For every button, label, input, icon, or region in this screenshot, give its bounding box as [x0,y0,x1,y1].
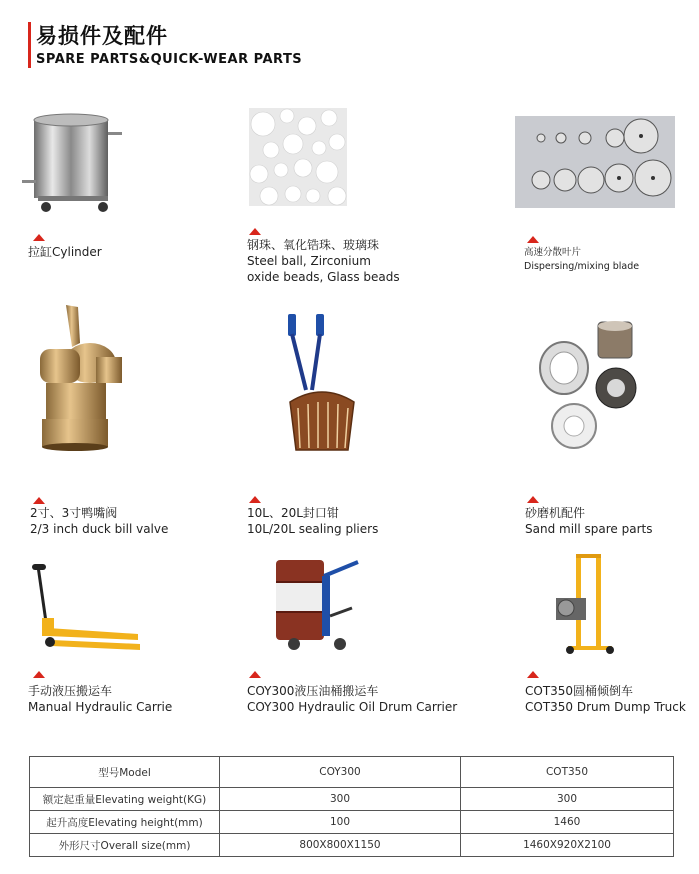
marker-triangle [527,236,539,243]
item-caption-drum-carrier: COY300液压油桶搬运车 COY300 Hydraulic Oil Drum Carrier [247,684,458,714]
table-header-cell: COT350 [461,757,674,788]
table-header-cell: COY300 [220,757,461,788]
item-caption-pallet-truck: 手动液压搬运车 Manual Hydraulic Carrie [28,684,173,714]
item-caption-sand-mill: 砂磨机配件 Sand mill spare parts [525,506,653,536]
item-caption-pliers: 10L、20L封口钳 10L/20L sealing pliers [247,506,379,536]
marker-triangle [33,497,45,504]
table-cell: 100 [220,811,461,834]
beads-image [249,108,347,206]
item-caption-cylinder: 拉缸Cylinder [28,245,102,259]
pallet-truck-image [28,562,143,652]
item-caption-valve: 2寸、3寸鸭嘴阀 2/3 inch duck bill valve [30,506,169,536]
table-cell: 1460 [461,811,674,834]
table-cell: 800X800X1150 [220,834,461,857]
drum-carrier-image [272,556,362,652]
table-cell: 外形尺寸Overall size(mm) [30,834,220,857]
marker-triangle [527,671,539,678]
table-cell: 1460X920X2100 [461,834,674,857]
page-title-en: SPARE PARTS&QUICK-WEAR PARTS [36,52,303,67]
drum-dump-truck-image [548,552,618,656]
marker-triangle [249,228,261,235]
sand-mill-parts-image [538,320,640,452]
sealing-pliers-image [282,312,362,454]
spec-table [29,756,674,857]
item-caption-dump-truck: COT350圆桶倾倒车 COT350 Drum Dump Truck [525,684,686,714]
table-cell: 300 [461,788,674,811]
header-accent-bar [28,22,31,68]
table-cell: 起升高度Elevating height(mm) [30,811,220,834]
marker-triangle [249,496,261,503]
table-header-row [30,757,674,788]
cylinder-image [20,110,124,216]
marker-triangle [527,496,539,503]
dispersing-blades-image [515,116,675,208]
marker-triangle [33,671,45,678]
table-row [30,811,674,834]
table-cell: 额定起重量Elevating weight(KG) [30,788,220,811]
marker-triangle [249,671,261,678]
item-caption-blades: 高速分散叶片 Dispersing/mixing blade [524,247,640,272]
table-row [30,788,674,811]
marker-triangle [33,234,45,241]
item-caption-beads: 钢珠、氧化锆珠、玻璃珠 Steel ball, Zirconium oxide beads, Glass beads [247,238,400,284]
table-header-cell: 型号Model [30,757,220,788]
table-row [30,834,674,857]
table-cell: 300 [220,788,461,811]
duck-bill-valve-image [36,303,128,451]
page-title-cn: 易损件及配件 [36,24,168,48]
